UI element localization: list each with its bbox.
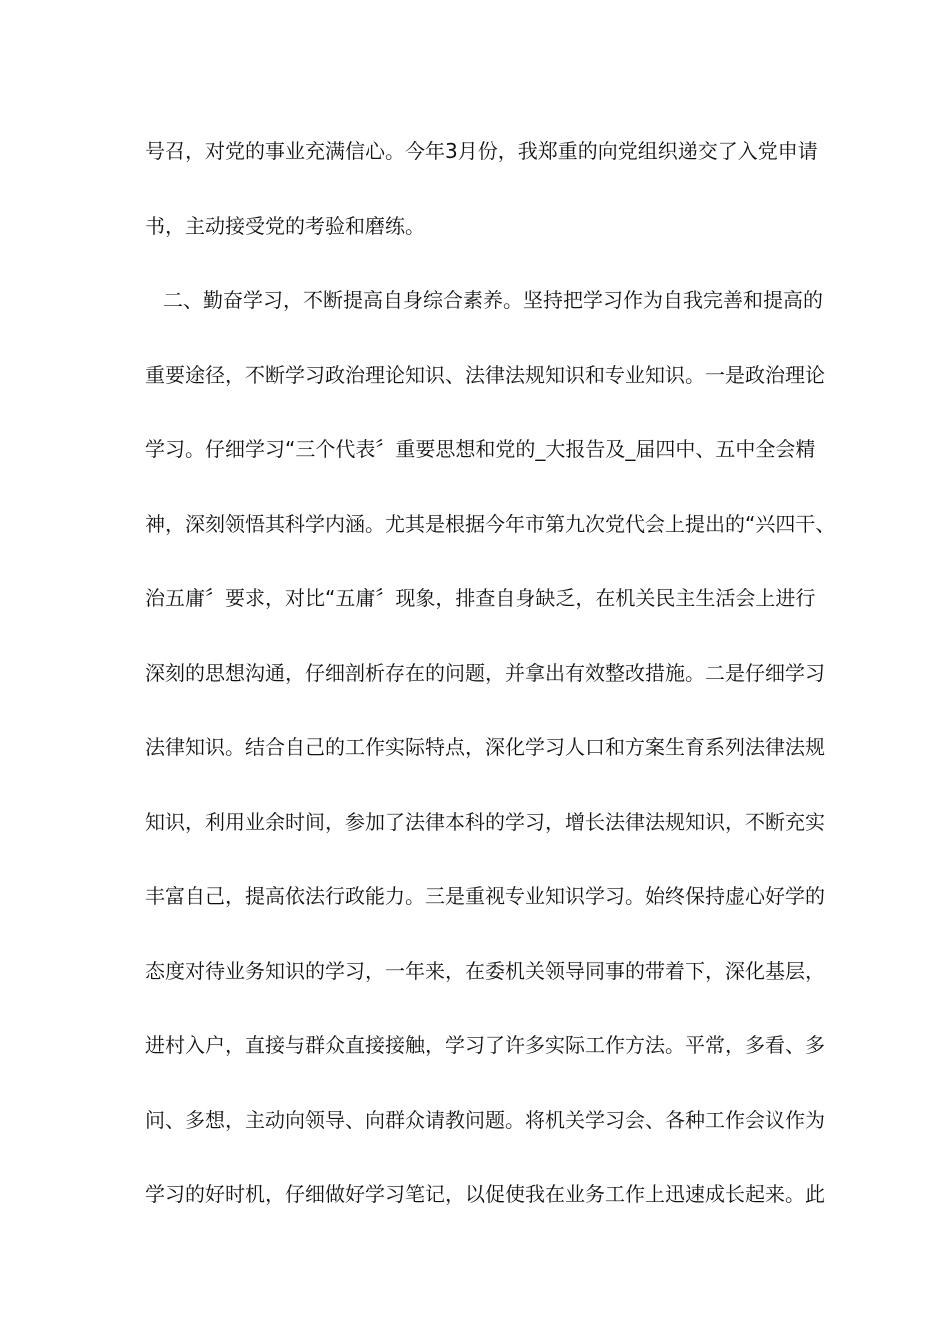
text-line: 态度对待业务知识的学习，一年来，在委机关领导同事的带着下，深化基层， — [145, 958, 825, 983]
text-line: 神，深刻领悟其科学内涵。尤其是根据今年市第九次党代会上提出的“兴四干、 — [145, 511, 836, 536]
text-line: 进村入户，直接与群众直接接触，学习了许多实际工作方法。平常，多看、多 — [145, 1033, 825, 1057]
text-line: 学习的好时机，仔细做好学习笔记，以促使我在业务工作上迅速成长起来。此 — [145, 1182, 825, 1206]
text-line: 号召，对党的事业充满信心。今年3月份，我郑重的向党组织递交了入党申请 — [145, 139, 818, 163]
text-line: 治五庸〞要求，对比“五庸〞现象，排查自身缺乏，在机关民主生活会上进行 — [145, 586, 816, 610]
text-line: 重要途径，不断学习政治理论知识、法律法规知识和专业知识。一是政治理论 — [145, 362, 825, 387]
body-text — [145, 128, 836, 1246]
text-line: 深刻的思想沟通，仔细剖析存在的问题，并拿出有效整改措施。二是仔细学习 — [145, 660, 825, 685]
paragraph-start-line: 二、勤奋学习，不断提高自身综合素养。坚持把学习作为自我完善和提高的 — [163, 288, 823, 312]
text-line: 知识，利用业余时间，参加了法律本科的学习，增长法律法规知识，不断充实 — [145, 809, 825, 834]
text-line: 学习。仔细学习“三个代表〞重要思想和党的_大报告及_届四中、五中全会精 — [145, 437, 816, 461]
text-line: 丰富自己，提高依法行政能力。三是重视专业知识学习。始终保持虚心好学的 — [145, 884, 825, 908]
text-line: 问、多想，主动向领导、向群众请教问题。将机关学习会、各种工作会议作为 — [145, 1107, 825, 1132]
text-line: 法律知识。结合自己的工作实际特点，深化学习人口和方案生育系列法律法规 — [145, 735, 825, 759]
text-line: 书，主动接受党的考验和磨练。 — [145, 213, 425, 238]
